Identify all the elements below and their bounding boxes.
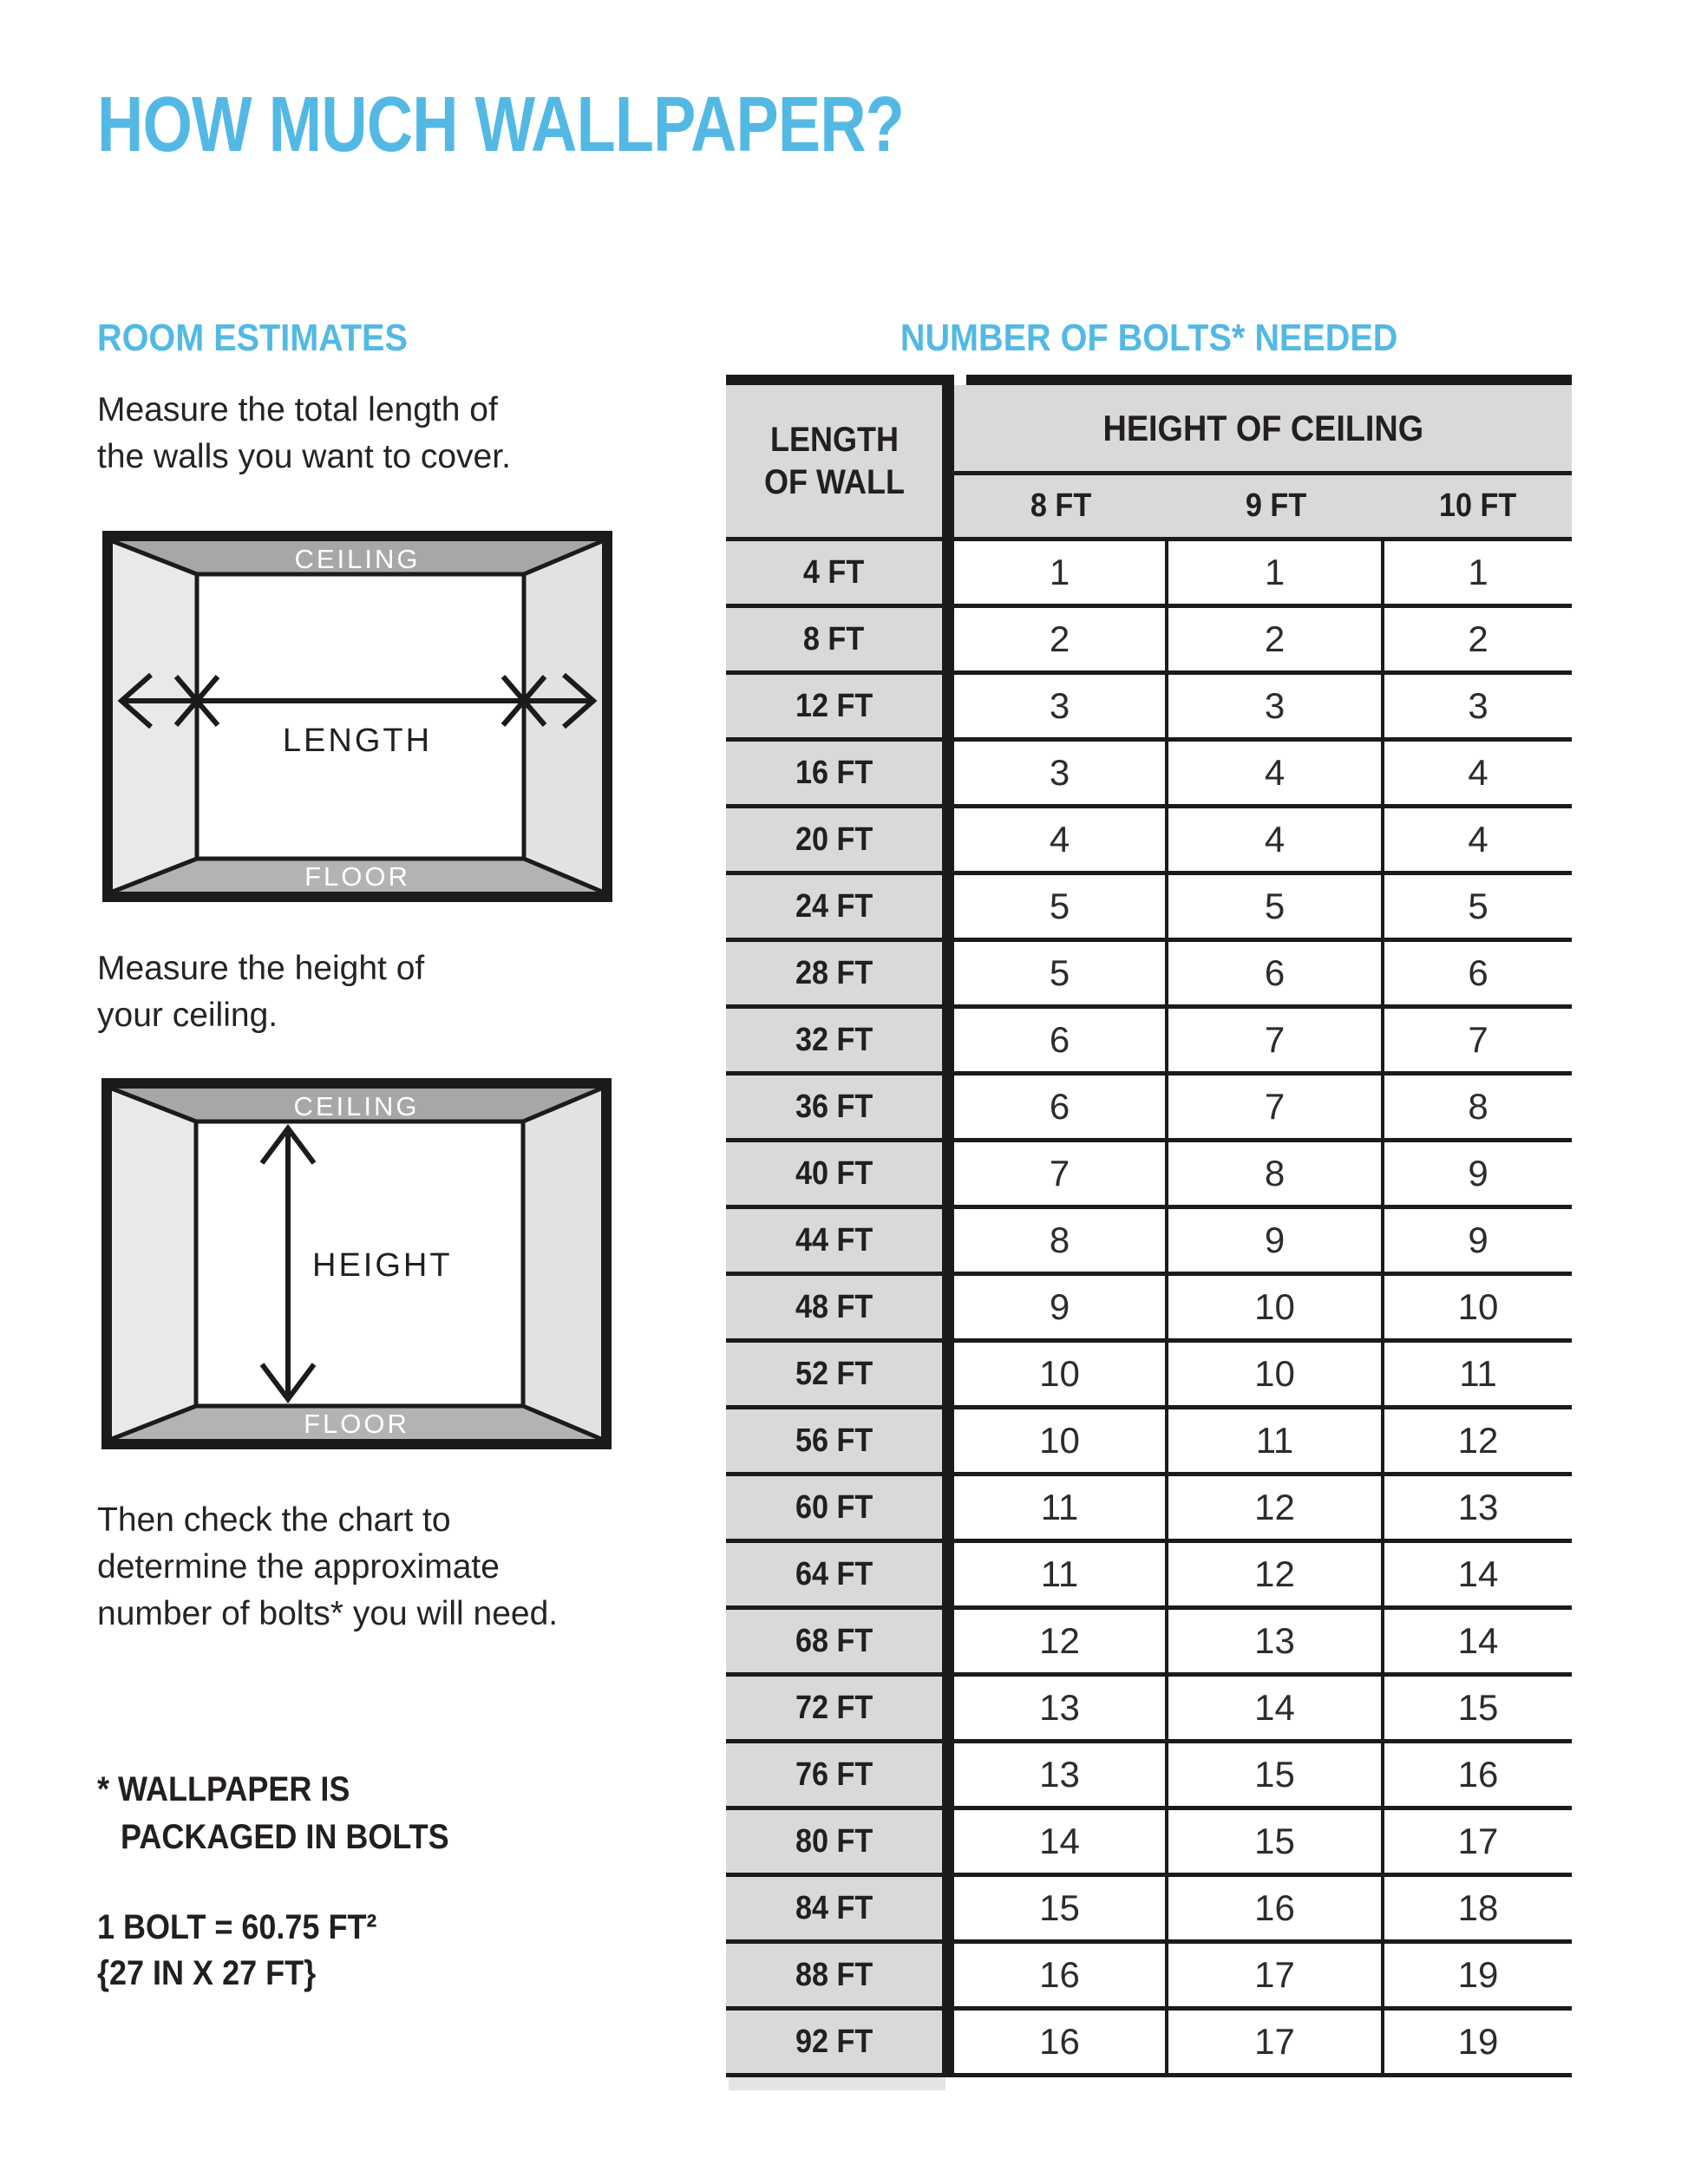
row-label: 32 FT [726,1009,954,1071]
bolt-count-cell: 4 [1168,742,1384,804]
bolt-count-cell: 9 [954,1276,1168,1338]
row-label: 80 FT [726,1810,954,1873]
table-row [726,1276,1572,1343]
bolt-count-cell: 5 [1384,875,1572,938]
bolt-count-cell: 13 [1168,1610,1384,1672]
bolt-count-cell: 6 [1384,942,1572,1004]
table-row [726,1009,1572,1076]
bolt-count-cell: 6 [954,1076,1168,1138]
row-label: 40 FT [726,1142,954,1205]
row-label: 36 FT [726,1076,954,1138]
bolt-size-info: 1 BOLT = 60.75 FT² {27 IN X 27 FT} [97,1908,377,1992]
bolt-count-cell: 12 [1168,1476,1384,1539]
bolt-count-cell: 12 [1168,1543,1384,1605]
bolt-count-cell: 7 [1168,1009,1384,1071]
bolt-count-cell: 3 [1384,675,1572,737]
table-row [726,675,1572,742]
floor-label: FLOOR [304,1409,409,1439]
room-diagram-length [102,531,612,902]
bolt-count-cell: 2 [1168,608,1384,670]
bolt-count-cell: 17 [1384,1810,1572,1873]
bolt-count-cell: 15 [1168,1743,1384,1806]
table-row [726,1142,1572,1209]
bolt-count-cell: 5 [1168,875,1384,938]
table-row [726,1743,1572,1810]
bolt-count-cell: 7 [954,1142,1168,1205]
bolt-count-cell: 13 [954,1743,1168,1806]
row-label: 60 FT [726,1476,954,1539]
column-header-10ft: 10 FT [1439,487,1517,524]
bolt-count-cell: 10 [954,1343,1168,1405]
table-row [726,1476,1572,1543]
bolt-count-cell: 11 [954,1476,1168,1539]
height-label: HEIGHT [312,1247,453,1284]
bolt-count-cell: 18 [1384,1877,1572,1939]
back-wall [197,574,524,859]
row-label: 16 FT [726,742,954,804]
table-row [726,1610,1572,1677]
bolt-count-cell: 15 [954,1877,1168,1939]
table-row [726,1877,1572,1944]
bolt-count-cell: 16 [954,2011,1168,2073]
row-label: 4 FT [726,541,954,604]
bolt-count-cell: 11 [1168,1409,1384,1472]
step1-paragraph: Measure the total length of the walls you want to cover. [97,391,511,475]
row-label: 8 FT [726,608,954,670]
bolt-count-cell: 3 [1168,675,1384,737]
bolt-count-cell: 7 [1384,1009,1572,1071]
height-of-ceiling-header: HEIGHT OF CEILING [954,385,1572,471]
bolt-count-cell: 14 [1384,1610,1572,1672]
row-label: 48 FT [726,1276,954,1338]
bolt-count-cell: 10 [1168,1343,1384,1405]
bolt-count-cell: 1 [954,541,1168,604]
bolt-count-cell: 4 [1168,808,1384,871]
ceiling-label: CEILING [294,544,421,574]
row-label: 24 FT [726,875,954,938]
ceiling-label: CEILING [293,1091,420,1121]
bolt-count-cell: 10 [1168,1276,1384,1338]
table-bottom-tab [729,2077,945,2090]
table-row [726,808,1572,875]
bolts-needed-heading [726,317,1572,359]
bolt-count-cell: 19 [1384,2011,1572,2073]
table-row [726,2011,1572,2077]
bolt-count-cell: 19 [1384,1944,1572,2006]
floor-label: FLOOR [304,861,410,892]
table-row [726,1409,1572,1476]
row-label: 72 FT [726,1677,954,1739]
table-row [726,1810,1572,1877]
row-label: 56 FT [726,1409,954,1472]
bolt-count-cell: 10 [1384,1276,1572,1338]
table-row [726,1076,1572,1142]
bolt-count-cell: 8 [1384,1076,1572,1138]
row-label: 44 FT [726,1209,954,1272]
bolt-count-cell: 5 [954,942,1168,1004]
table-row [726,1944,1572,2011]
bolt-count-cell: 14 [1384,1543,1572,1605]
left-wall [112,1089,196,1439]
bolts-needed-heading-text: NUMBER OF BOLTS* NEEDED [900,317,1398,359]
bolt-count-cell: 16 [1384,1743,1572,1806]
bolt-count-cell: 7 [1168,1076,1384,1138]
bolt-count-cell: 3 [954,742,1168,804]
right-wall [523,1089,601,1439]
table-row [726,608,1572,675]
table-row [726,742,1572,808]
table-row [726,541,1572,608]
row-label: 20 FT [726,808,954,871]
bolt-count-cell: 9 [1168,1209,1384,1272]
bolt-count-cell: 17 [1168,1944,1384,2006]
bolts-footnote: * WALLPAPER IS PACKAGED IN BOLTS [97,1770,449,1856]
table-rows [726,541,1572,2077]
table-row [726,1343,1572,1409]
bolt-count-cell: 8 [1168,1142,1384,1205]
row-label: 68 FT [726,1610,954,1672]
room-estimates-heading-text: ROOM ESTIMATES [97,317,408,359]
row-label: 84 FT [726,1877,954,1939]
bolt-count-cell: 6 [1168,942,1384,1004]
column-headers-row [954,475,1572,537]
bolt-count-cell: 16 [1168,1877,1384,1939]
table-topbar-left [726,375,954,385]
row-label: 12 FT [726,675,954,737]
bolt-count-cell: 9 [1384,1142,1572,1205]
column-header-9ft: 9 FT [1246,487,1307,524]
table-row [726,942,1572,1009]
bolt-count-cell: 17 [1168,2011,1384,2073]
bolt-count-cell: 1 [1168,541,1384,604]
step2-paragraph: Measure the height of your ceiling. [97,950,425,1034]
row-label: 52 FT [726,1343,954,1405]
height-of-ceiling-group [954,385,1572,537]
row-label: 76 FT [726,1743,954,1806]
table-row [726,1677,1572,1743]
bolt-count-cell: 1 [1384,541,1572,604]
bolt-count-cell: 11 [1384,1343,1572,1405]
bolt-count-cell: 4 [1384,808,1572,871]
row-label: 92 FT [726,2011,954,2073]
bolt-count-cell: 10 [954,1409,1168,1472]
table-row [726,1543,1572,1610]
page-title: HOW MUCH WALLPAPER? [97,82,905,168]
bolt-count-cell: 2 [954,608,1168,670]
bolt-count-cell: 15 [1168,1810,1384,1873]
table-row [726,875,1572,942]
column-header-8ft: 8 FT [1030,487,1092,524]
bolt-count-cell: 2 [1384,608,1572,670]
table-header [726,385,1572,541]
row-label: 64 FT [726,1543,954,1605]
table-topbar-right [966,375,1572,385]
length-of-wall-header: LENGTH OF WALL [726,385,954,537]
bolt-count-cell: 13 [1384,1476,1572,1539]
length-label: LENGTH [282,723,433,759]
room-diagram-height [101,1078,612,1449]
bolt-count-cell: 6 [954,1009,1168,1071]
bolt-count-cell: 14 [1168,1677,1384,1739]
room-estimates-heading [97,317,442,359]
table-row [726,1209,1572,1276]
bolt-count-cell: 13 [954,1677,1168,1739]
step3-paragraph: Then check the chart to determine the approximate number of bolts* you will need. [97,1501,559,1632]
row-label: 28 FT [726,942,954,1004]
bolt-count-cell: 9 [1384,1209,1572,1272]
bolt-count-cell: 4 [954,808,1168,871]
bolt-count-cell: 15 [1384,1677,1572,1739]
bolt-count-cell: 11 [954,1543,1168,1605]
bolt-count-cell: 16 [954,1944,1168,2006]
bolt-count-cell: 4 [1384,742,1572,804]
bolt-count-cell: 3 [954,675,1168,737]
bolt-count-cell: 5 [954,875,1168,938]
bolt-count-cell: 14 [954,1810,1168,1873]
bolt-count-cell: 12 [1384,1409,1572,1472]
bolt-count-cell: 8 [954,1209,1168,1272]
row-label: 88 FT [726,1944,954,2006]
bolt-count-cell: 12 [954,1610,1168,1672]
